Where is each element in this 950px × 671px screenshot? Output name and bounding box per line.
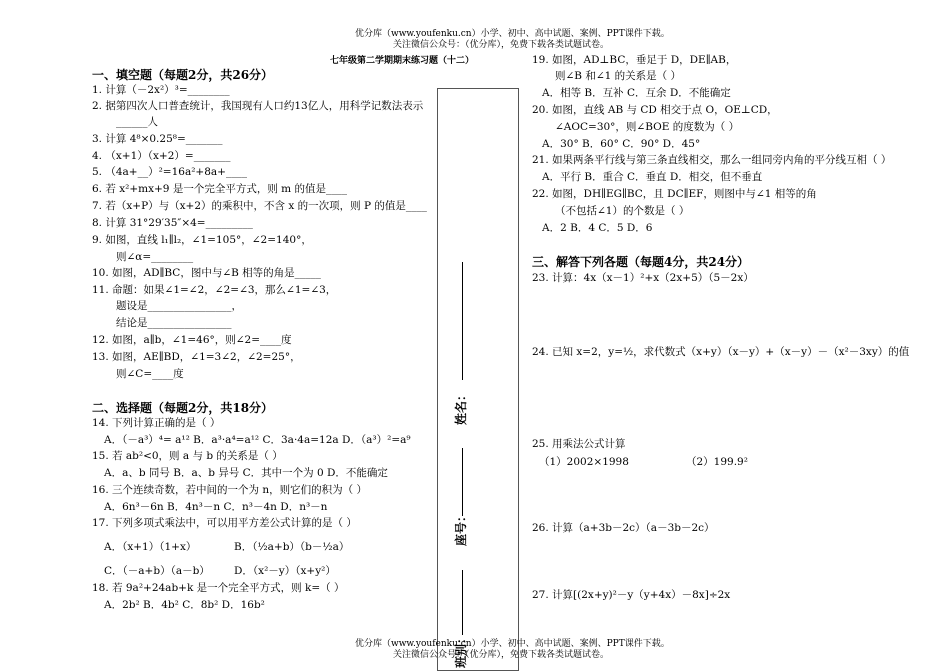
question-17-option-c: C．（－a+b）（a－b）: [104, 565, 210, 577]
footer-line-1: 优分库（www.youfenku.cn）小学、初中、高中试题、案例、PPT课件下载。: [355, 639, 670, 649]
seat-blank-line: [462, 448, 463, 516]
question-25-part-2: （2）199.9²: [686, 456, 748, 468]
name-blank-line: [462, 262, 463, 380]
name-label: 姓名：: [454, 388, 468, 425]
header-line-2: 关注微信公众号：（优分库），免费下载各类试题试卷。: [393, 40, 610, 50]
question-22-options: A．2 B．4 C．5 D．6: [542, 222, 653, 234]
question-25: 25. 用乘法公式计算: [532, 438, 626, 450]
question-14-options: A．（－a³）⁴= a¹² B．a³·a⁴=a¹² C．3a·4a=12a D．（a³）²=a⁹: [104, 434, 411, 446]
question-22-cont: （不包括∠1）的个数是（ ）: [555, 205, 690, 217]
question-15-options: A．a、b 同号 B．a、b 异号 C．其中一个为 0 D．不能确定: [104, 467, 388, 479]
question-18: 18. 若 9a²+24ab+k 是一个完全平方式，则 k=（ ）: [92, 582, 345, 594]
question-9: 9. 如图，直线 l₁∥l₂，∠1=105°，∠2=140°，: [92, 234, 312, 246]
question-17-option-b: B．（½a+b）（b－½a）: [234, 541, 350, 553]
question-27: 27. 计算[(2x+y)²－y（y+4x）－8x]÷2x: [532, 589, 731, 601]
page-title: 七年级第二学期期末练习题（十二）: [330, 56, 475, 66]
question-17-option-d: D．（x²－y）（x+y²）: [234, 565, 336, 577]
question-10: 10. 如图，AD∥BC，图中与∠B 相等的角是_____: [92, 267, 321, 279]
question-23: 23. 计算：4x（x－1）²+x（2x+5）（5－2x）: [532, 272, 754, 284]
binding-strip: [437, 88, 519, 671]
question-20-options: A．30° B．60° C．90° D．45°: [542, 138, 701, 150]
question-17-option-a: A．（x+1）（1+x）: [104, 541, 197, 553]
question-26: 26. 计算（a+3b－2c）（a－3b－2c）: [532, 522, 715, 534]
section-choice-heading: 二、选择题（每题2分，共18分）: [92, 401, 274, 415]
class-label: 班别：: [454, 631, 468, 668]
question-11: 11. 命题：如果∠1=∠2，∠2=∠3，那么∠1=∠3，: [92, 284, 337, 296]
question-2-cont: ______人: [116, 116, 158, 128]
question-17: 17. 下列多项式乘法中，可以用平方差公式计算的是（ ）: [92, 517, 357, 529]
question-18-options: A．2b² B．4b² C．8b² D．16b²: [104, 599, 265, 611]
question-8: 8. 计算 31°29′35″×4=_________: [92, 217, 253, 229]
question-11-conclusion: 结论是________________: [116, 317, 232, 329]
question-22: 22. 如图，DH∥EG∥BC，且 DC∥EF，则图中与∠1 相等的角: [532, 188, 817, 200]
question-4: 4. （x+1）（x+2）=_______: [92, 150, 231, 162]
question-12: 12. 如图，a∥b，∠1=46°，则∠2=____度: [92, 334, 292, 346]
question-13: 13. 如图，AE∥BD，∠1=3∠2，∠2=25°，: [92, 351, 301, 363]
header-line-1: 优分库（www.youfenku.cn）小学、初中、高中试题、案例、PPT课件下载。: [355, 29, 670, 39]
question-19: 19. 如图，AD⊥BC，垂足于 D，DE∥AB，: [532, 54, 737, 66]
question-3: 3. 计算 4⁸×0.25⁸=_______: [92, 133, 223, 145]
question-5: 5. （4a+__）²=16a²+8a+____: [92, 166, 247, 178]
question-11-premise: 题设是________________，: [116, 300, 242, 312]
question-16-options: A．6n³－6n B．4n³－n C．n³－4n D．n³－n: [104, 501, 328, 513]
question-16: 16. 三个连续奇数，若中间的一个为 n，则它们的积为（ ）: [92, 484, 367, 496]
question-20: 20. 如图，直线 AB 与 CD 相交于点 O，OE⊥CD，: [532, 104, 778, 116]
question-1: 1. 计算（－2x²）³=________: [92, 84, 230, 96]
question-13-cont: 则∠C=____度: [116, 368, 184, 380]
question-21: 21. 如果两条平行线与第三条直线相交，那么一组同旁内角的平分线互相（ ）: [532, 154, 892, 166]
seat-label: 座号：: [454, 509, 468, 546]
question-2: 2. 据第四次人口普查统计，我国现有人口约13亿人，用科学记数法表示: [92, 100, 424, 112]
section-solve-heading: 三、解答下列各题（每题4分，共24分）: [532, 255, 750, 269]
question-19-cont: 则∠B 和∠1 的关系是（ ）: [555, 70, 682, 82]
question-21-options: A．平行 B．重合 C．垂直 D．相交，但不垂直: [542, 171, 763, 183]
class-blank-line: [462, 570, 463, 635]
question-20-cont: ∠AOC=30°，则∠BOE 的度数为（ ）: [555, 121, 740, 133]
question-15: 15. 若 ab²<0，则 a 与 b 的关系是（ ）: [92, 450, 283, 462]
question-25-part-1: （1）2002×1998: [539, 456, 629, 468]
question-6: 6. 若 x²+mx+9 是一个完全平方式，则 m 的值是____: [92, 183, 347, 195]
question-14: 14. 下列计算正确的是（ ）: [92, 417, 221, 429]
question-9-cont: 则∠α=________: [116, 251, 194, 263]
section-fill-heading: 一、填空题（每题2分，共26分）: [92, 68, 274, 82]
question-19-options: A．相等 B．互补 C．互余 D．不能确定: [542, 87, 731, 99]
question-24: 24. 已知 x=2，y=½，求代数式（x+y）（x－y）+（x－y）－（x²－3xy）的值: [532, 346, 910, 358]
footer-line-2: 关注微信公众号：（优分库），免费下载各类试题试卷。: [393, 650, 610, 660]
question-7: 7. 若（x+P）与（x+2）的乘积中，不含 x 的一次项，则 P 的值是____: [92, 200, 427, 212]
